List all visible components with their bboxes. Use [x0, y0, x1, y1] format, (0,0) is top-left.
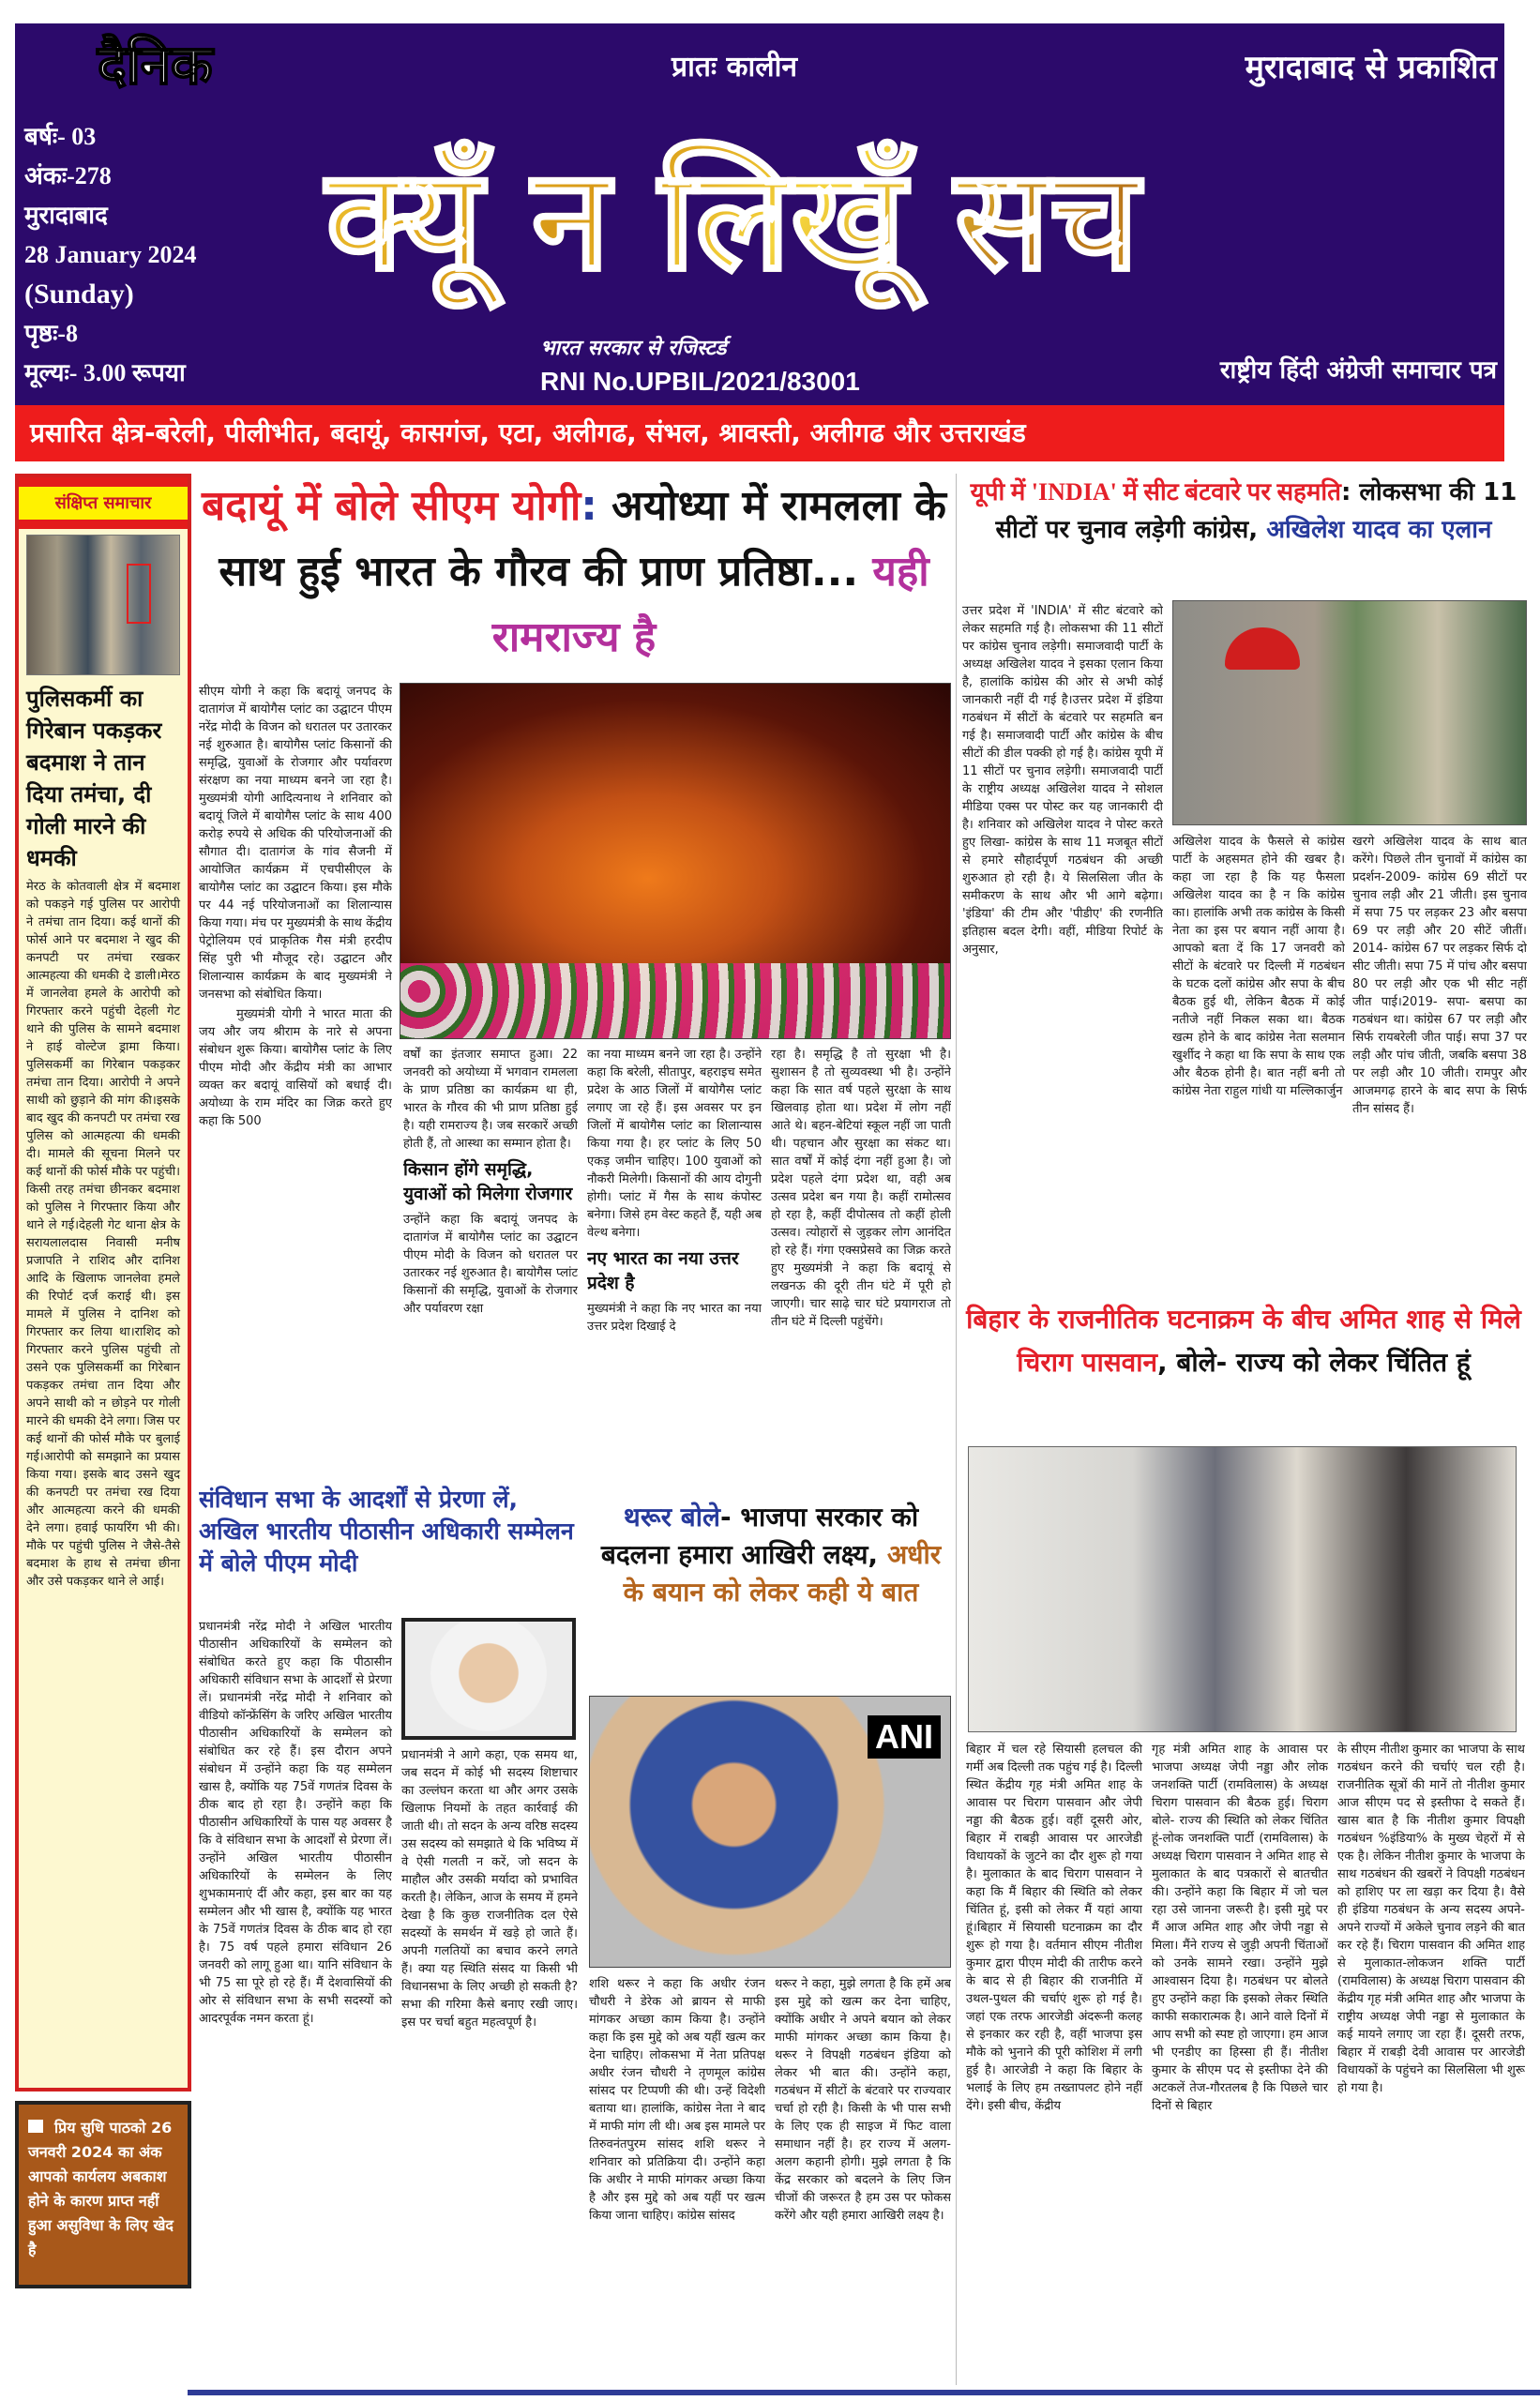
bihar-col-3	[1337, 1741, 1525, 2384]
bihar-col-2	[1152, 1741, 1328, 2384]
india-col-2-text: अखिलेश यादव के फैसले से कांग्रेस पार्टी के अहसमत होने की खबर है। कहा जा रहा है कि यह फैसला अखिलेश यादव का है न कि कांग्रेस का। हालांकि अभी तक कांग्रेस के किसी नेता का इस पर बयान नहीं आया है। आपको बता दें कि 17 जनवरी को सीटों के बंटवारे पर दिल्ली में गठबंधन के घटक दलों कांग्रेस और सपा के बीच बैठक हुई थी, लेकिन बैठक में कोई नतीजे नहीं निकल सका था। बैठक खत्म होने के बाद कांग्रेस नेता सलमान खुर्शीद ने कहा था कि सपा के साथ एक और बैठक होनी है। बात नहीं बनी तो कांग्रेस नेता राहुल गांधी या मल्लिकार्जुन	[1172, 835, 1345, 1098]
city: मुरादाबाद	[24, 202, 108, 229]
coverage-strip: प्रसारित क्षेत्र-बरेली, पीलीभीत, बदायूं, कासगंज, एटा, अलीगढ, संभल, श्रावस्ती, अलीगढ और उत्तराखंड	[15, 405, 1504, 461]
masthead	[15, 23, 1504, 405]
modi-headline[interactable]: संविधान सभा के आदर्शों से प्रेरणा लें, अखिल भारतीय पीठासीन अधिकारी सम्मेलन में बोले पीएम मोदी	[199, 1486, 574, 1577]
india-headline[interactable]	[960, 474, 1527, 596]
lead-headline-colon: :	[581, 482, 597, 530]
india-headline-blue: अखिलेश यादव का एलान	[1266, 516, 1492, 544]
lead-subhead-1: किसान होंगे समृद्धि, युवाओं को मिलेगा रोजगार	[403, 1159, 573, 1204]
date: 28 January 2024	[24, 241, 197, 268]
brief-news-label: संक्षिप्त समाचार	[19, 477, 188, 529]
bihar-headline[interactable]	[960, 1298, 1527, 1439]
lead-col-1-text: सीएम योगी ने कहा कि बदायूं जनपद के दातागंज में बायोगैस प्लांट का उद्घाटन पीएम नरेंद्र मोदी के विजन को धरातल पर उतारकर नई शुरुआत है। बायोगैस प्लांट किसानों की समृद्धि, युवाओं के रोजगार और पर्यावरण संरक्षण का नया माध्यम बनने जा रहा है। मुख्यमंत्री योगी आदित्यनाथ ने शनिवार को बदायूं जिले में बायोगैस प्लांट के साथ 400 करोड़ रुपये से अधिक की परियोजनाओं की सौगात दी। दातागंज के गांव सैजनी में आयोजित कार्यक्रम में एचपीसीएल के बायोगैस प्लांट का उद्घाटन किया। इस मौके पर 44 नई परियोजनाओं का शिलान्यास किया गया। मंच पर मुख्यमंत्री के साथ केंद्रीय पेट्रोलियम एवं प्राकृतिक गैस मंत्री हरदीप सिंह पुरी भी मौजूद रहे। उद्घाटन और शिलान्यास कार्यक्रम के बाद मुख्यमंत्री ने जनसभा को संबोधित किया।	[199, 685, 392, 1002]
lead-headline-red: बदायूं में बोले सीएम योगी	[202, 482, 581, 530]
dainik-label: दैनिक	[98, 33, 213, 97]
india-col-1-text: उत्तर प्रदेश में 'INDIA' में सीट बंटवारे को लेकर सहमति गई है। लोकसभा की 11 सीटों पर कांग्रेस चुनाव लड़ेगी। समाजवादी पार्टी के अध्यक्ष अखिलेश यादव ने इसका एलान किया है, हालांकि कांग्रेस की ओर से अभी कोई जानकारी नहीं दी गई है।उत्तर प्रदेश में इंडिया गठबंधन में सीटों के बंटवारे पर सहमति बन गई है। समाजवादी पार्टी और कांग्रेस के बीच सीटों की डील पक्की हो गई है। कांग्रेस यूपी में 11 सीटों पर चुनाव लड़ेगी। समाजवादी पार्टी के राष्ट्रीय अध्यक्ष अखिलेश यादव ने सोशल मीडिया एक्स पर पोस्ट कर यह जानकारी दी है। शनिवार को अखिलेश यादव ने पोस्ट करते हुए लिखा- कांग्रेस के साथ 11 मजबूत सीटों से हमारे सौहार्दपूर्ण गठबंधन की अच्छी शुरुआत हो रही है। ये सिलसिला जीत के समीकरण के साथ और भी आगे बढ़ेगा। 'इंडिया' की टीम और 'पीडीए' की रणनीति इतिहास बदल देगी। वहीं, मीडिया रिपोर्ट के अनुसार,	[962, 604, 1163, 957]
bullet-square-icon	[28, 2120, 43, 2133]
brief-news-sidebar	[15, 474, 191, 2091]
india-headline-red: यूपी में 'INDIA' में सीट बंटवारे पर सहमति	[970, 478, 1341, 506]
lead-headline[interactable]	[199, 474, 949, 675]
tharoor-headline[interactable]	[589, 1499, 953, 1691]
modi-col-1	[199, 1618, 392, 2382]
tharoor-headline-blue: थरूर बोले	[623, 1502, 720, 1533]
price: मूल्यः- 3.00 रूपया	[24, 359, 186, 386]
lead-col-3-text: का नया माध्यम बनने जा रहा है। उन्होंने कहा कि बरेली, सीतापुर, बहराइच समेत प्रदेश के आठ जिलों में बायोगैस प्लांट लगाए जा रहे हैं। इस अवसर पर इन जिलों में बायोगैस प्लांट का शिलान्यास किया गया है। हर प्लांट के लिए 50 एकड़ जमीन चाहिए। 100 युवाओं को नौकरी मिलेगी। किसानों की आय दोगुनी होगी। प्लांट में गैस के साथ कंपोस्ट बनेगा। जिसे हम वेस्ट कहते हैं, यही अब वेल्थ बनेगा।	[587, 1048, 762, 1240]
modi-col-2-text: प्रधानमंत्री ने आगे कहा, एक समय था, जब सदन में कोई भी सदस्य शिष्टाचार का उल्लंघन करता था और अगर उसके खिलाफ नियमों के तहत कार्रवाई की जाती थी। तो सदन के अन्य वरिष्ठ सदस्य उस सदस्य को समझाते थे कि भविष्य में वे ऐसी गलती न करें, जो सदन के माहौल और उसकी मर्यादा को प्रभावित करती है। लेकिन, आज के समय में हमने देखा है कि कुछ राजनीतिक दल ऐसे सदस्यों के समर्थन में खड़े हो जाते हैं। अपनी गलतियों का बचाव करने लगते हैं। क्या यह स्थिति संसद या किसी भी विधानसभा के लिए अच्छी हो सकती है? सभा की गरिमा कैसे बनाए रखी जाए। इस पर चर्चा बहुत महत्वपूर्ण है।	[401, 1748, 578, 2030]
lead-headline-magenta: यही रामराज्य है	[491, 548, 929, 661]
tharoor-col-1-text: शशि थरूर ने कहा कि अधीर रंजन चौधरी ने डेरेक ओ ब्रायन से माफी मांगकर अच्छा काम किया है। उन्होंने कहा कि इस मुद्दे को अब यहीं खत्म कर देना चाहिए। लोकसभा में नेता प्रतिपक्ष अधीर रंजन चौधरी ने तृणमूल कांग्रेस सांसद पर टिप्पणी की थी। उन्हें विदेशी बताया था। हालांकि, कांग्रेस नेता ने बाद में माफी मांग ली थी। अब इस मामले पर तिरुवनंतपुरम सांसद शशि थरूर ने शनिवार को प्रतिक्रिया दी। उन्होंने कहा कि अधीर ने माफी मांगकर अच्छा किया है और इस मुद्दे को अब यहीं पर खत्म किया जाना चाहिए। कांग्रेस सांसद	[589, 1977, 765, 2223]
lead-col-4	[771, 1046, 951, 1496]
modi-col-1-text: प्रधानमंत्री नरेंद्र मोदी ने अखिल भारतीय पीठासीन अधिकारियों के सम्मेलन को संबोधित करते हुए कहा कि पीठासीन अधिकारी संविधान सभा के आदर्शों से प्रेरणा लें। प्रधानमंत्री नरेंद्र मोदी ने शनिवार को वीडियो कॉन्फ्रेंसिंग के जरिए अखिल भारतीय पीठासीन अधिकारियों के सम्मेलन को संबोधित कर रहे हैं। इस दौरान अपने संबोधन में उन्होंने कहा कि यह सम्मेलन खास है, क्योंकि यह 75वें गणतंत्र दिवस के ठीक बाद हो रहा है। उन्होंने कहा कि पीठासीन अधिकारियों के पास यह अवसर है कि वे संविधान सभा के आदर्शों से प्रेरणा लें। उन्होंने अखिल भारतीय पीठासीन अधिकारियों के सम्मेलन के लिए शुभकामनाएं दीं और कहा, इस बार का यह सम्मेलन और भी खास है, क्योंकि यह भारत के 75वें गणतंत्र दिवस के ठीक बाद हो रहा है। 75 वर्ष पहले हमारा संविधान 26 जनवरी को लागू हुआ था। यानि संविधान के भी 75 सा पूरे हो रहे हैं। मैं देशवासियों की ओर से संविधान सभा के सभी सदस्यों को आदरपूर्वक नमन करता हूं।	[199, 1620, 392, 2026]
bottom-rule	[188, 2390, 1540, 2395]
lead-col-2b-text: उन्होंने कहा कि बदायूं जनपद के दातागंज में बायोगैस प्लांट का उद्घाटन पीएम मोदी के विजन को धरातल पर उतारकर नई शुरुआत है। बायोगैस प्लांट किसानों की समृद्धि, युवाओं के रोजगार और पर्यावरण रक्षा	[403, 1213, 578, 1316]
police-photo	[26, 535, 180, 675]
tharoor-col-2-text: थरूर ने कहा, मुझे लगता है कि हमें अब इस मुद्दे को खत्म कर देना चाहिए, क्योंकि अधीर ने अपने बयान को लेकर माफी मांगकर अच्छा काम किया है। थरूर ने विपक्षी गठबंधन इंडिया को लेकर भी बात की। उन्होंने कहा, गठबंधन में सीटों के बंटवारे पर राज्यवार चर्चा हो रही है। किसी के भी पास सभी के लिए एक ही साइज में फिट वाला समाधान नहीं है। हर राज्य में अलग-अलग कहानी होगी। मुझे लगता है कि केंद्र सरकार को बदलने के लिए जिन चीजों की जरूरत है हम उस पर फोकस करेंगे और यही हमारा आखिरी लक्ष्य है।	[775, 1977, 951, 2223]
india-headline-black: लोकसभा की 11 सीटों पर चुनाव लड़ेगी कांग्रेस,	[995, 478, 1517, 544]
registered-label: भारत सरकार से रजिस्टर्ड	[540, 337, 727, 360]
tharoor-headline-black: - भाजपा सरकार को बदलना हमारा आखिरी लक्ष्य,	[600, 1502, 919, 1570]
edition-label: प्रातः कालीन	[672, 51, 798, 83]
red-cap-decor	[1225, 627, 1300, 670]
india-col-1	[962, 602, 1163, 1291]
lead-col-3	[587, 1046, 762, 1496]
india-headline-colon: :	[1340, 478, 1351, 506]
bihar-headline-red: बिहार के राजनीतिक घटनाक्रम के बीच अमित शाह से मिले चिराग पासवान	[966, 1304, 1521, 1378]
reader-notice	[15, 2101, 191, 2288]
notice-text: प्रिय सुधि पाठको 26 जनवरी 2024 का अंक आपको कार्यलय अबकाश होने के कारण प्राप्त नहीं हुआ असुविधा के लिए खेद है	[28, 2119, 174, 2258]
lead-col-1	[199, 683, 392, 1482]
issue-meta	[24, 117, 231, 393]
issue-number: अंकः-278	[24, 162, 112, 189]
year: बर्षः- 03	[24, 123, 97, 150]
tharoor-col-1	[589, 1975, 765, 2382]
rni-number: RNI No.UPBIL/2021/83001	[540, 367, 860, 396]
brief-news-body: मेरठ के कोतवाली क्षेत्र में बदमाश को पकड़ने गई पुलिस पर आरोपी ने तमंचा तान दिया। कई थानों की फोर्स आने पर बदमाश ने खुद की कनपटी पर तमंचा रखकर आत्महत्या की धमकी दे डाली।मेरठ में जानलेवा हमले के आरोपी को गिरफ्तार करने पहुंची देहली गेट थाने की पुलिस के सामने बदमाश ने हाई वोल्टेज ड्रामा किया। पुलिसकर्मी का गिरेबान पकड़कर तमंचा तान दिया। आरोपी ने अपने साथी को छुड़ाने की मांग की।इसके बाद खुद की कनपटी पर तमंचा रख पुलिस को आत्महत्या की धमकी दी। मामले की सूचना मिलने पर कई थानों की फोर्स मौके पर पहुंची। किसी तरह तमंचा छीनकर बदमाश को पुलिस ने गिरफ्तार किया और थाने ले गई।देहली गेट थाना क्षेत्र के सरायलालदास निवासी मनीष प्रजापति ने राशिद और दानिश आदि के खिलाफ जानलेवा हमले की रिपोर्ट दर्ज कराई थी। इस मामले में पुलिस ने दानिश को गिरफ्तार कर लिया था।राशिद को गिरफ्तार करने पुलिस पहुंची तो उसने एक पुलिसकर्मी का गिरेबान पकड़कर तमंचा तान दिया और अपने साथी को न छोड़ने पर गोली मारने की धमकी देने लगा। जिस पर कई थानों की फोर्स मौके पर बुलाई गई।आरोपी को समझाने का प्रयास किया गया। इसके बाद उसने खुद की कनपटी पर तमंचा रख दिया और आत्महत्या करने की धमकी देने लगा। हवाई फायरिंग भी की। मौके पर पहुंची पुलिस ने जैसे-तैसे बदमाश के हाथ से तमंचा छीना और उसे पकड़कर थाने ले आई।	[26, 880, 180, 1589]
tharoor-headline-brown: अधीर के बयान को लेकर कही ये बात	[623, 1539, 942, 1608]
india-col-3	[1352, 833, 1527, 1292]
flowers-decor	[400, 963, 950, 1038]
lead-col-2-text: वर्षों का इंतजार समाप्त हुआ। 22 जनवरी को अयोध्या में भगवान रामलला के प्राण प्रतिष्ठा का कार्यक्रम था ही, भारत के गौरव की भी प्राण प्रतिष्ठा हुई है। यही रामराज्य है। जब सरकारें अच्छी होती हैं, तो आस्था का सम्मान होता है।	[403, 1048, 578, 1151]
akhilesh-rahul-photo	[1172, 600, 1527, 825]
tagline: राष्ट्रीय हिंदी अंग्रेजी समाचार पत्र	[1219, 356, 1497, 385]
published-from: मुरादाबाद से प्रकाशित	[1245, 49, 1497, 86]
lead-col-1b-text: मुख्यमंत्री योगी ने भारत माता की जय और जय श्रीराम के नारे से अपना संबोधन शुरू किया। बायोगैस प्लांट के लिए पीएम मोदी और केंद्रीय मंत्री का आभार व्यक्त कर बदायूं वासियों को बधाई दी। अयोध्या के राम मंदिर का जिक्र करते हुए कहा कि 500	[199, 1007, 392, 1128]
day: (Sunday)	[24, 279, 134, 310]
lead-subhead-2: नए भारत का नया उत्तर प्रदेश है	[587, 1248, 739, 1293]
bihar-col-1-text: बिहार में चल रहे सियासी हलचल की गर्मी अब दिल्ली तक पहुंच गई है। दिल्ली स्थित केंद्रीय गृह मंत्री अमित शाह के आवास पर चिराग पासवान और जेपी नड्डा की बैठक हुई। वहीं दूसरी ओर, बिहार में राबड़ी आवास पर आरजेडी विधायकों के जुटने का दौर शुरू हो गया है। मुलाकात के बाद चिराग पासवान ने कहा कि मैं बिहार की स्थिति को लेकर चिंतित हूं, इसी को लेकर मैं यहां आया हूं।बिहार में सियासी घटनाक्रम का दौर शुरू हो गया है। वर्तमान सीएम नीतीश कुमार द्वारा पीएम मोदी की तारीफ करने के बाद से ही बिहार की राजनीति में उथल-पुथल की चर्चाएं शुरू हो गई है। जहां एक तरफ आरजेडी अंदरूनी कलह से इनकार कर रही है, वहीं भाजपा इस मौके को भुनाने की पूरी कोशिश में लगी हुई है। आरजेडी ने कहा कि बिहार के भलाई के लिए हम तख्तापलट होने नहीं देंगे। इसी बीच, केंद्रीय	[966, 1743, 1142, 2113]
shah-paswan-photo	[968, 1446, 1517, 1732]
column-divider	[956, 474, 957, 2385]
bihar-col-3-text: के सीएम नीतीश कुमार का भाजपा के साथ गठबंधन करने की चर्चाएं चल रही है। राजनीतिक सूत्रों की मानें तो नीतीश कुमार आज सीएम पद से इस्तीफा दे सकते हैं। खास बात है कि नीतीश कुमार विपक्षी गठबंधन %इंडिया% के मुख्य चेहरों में से एक है। लेकिन नीतीश कुमार के भाजपा के साथ गठबंधन की खबरों ने विपक्षी गठबंधन को हाशिए पर ला खड़ा कर दिया है। वैसे ही इंडिया गठबंधन के अन्य सदस्य अपने-अपने राज्यों में अकेले चुनाव लड़ने की बात कर रहे हैं। चिराग पासवान की अमित शाह से मुलाकात-लोकजन शक्ति पार्टी (रामविलास) के अध्यक्ष चिराग पासवान की केंद्रीय गृह मंत्री अमित शाह और भाजपा के राष्ट्रीय अध्यक्ष जेपी नड्डा से मुलाकात के कई मायने लगाए जा रहा हैं। दूसरी तरफ, बिहार में राबड़ी देवी आवास पर आरजेडी विधायकों के पहुंचने का सिलसिला भी शुरू हो गया है।	[1337, 1743, 1525, 2095]
india-col-2	[1172, 833, 1345, 1292]
bihar-headline-black: , बोले- राज्य को लेकर चिंतित हूं	[1157, 1347, 1471, 1378]
india-col-3-text: खरगे अखिलेश यादव के साथ बात करेंगे। पिछले तीन चुनावों में कांग्रेस का प्रदर्शन-2009- कांग्रेस 69 सीटों पर चुनाव लड़ी और 21 जीती। इस चुनाव में सपा 75 पर लड़कर 23 और बसपा 69 पर लड़ी और 20 सीटें जीतीं। 2014- कांग्रेस 67 पर लड़कर सिर्फ दो सीट जीती। सपा 75 में पांच और बसपा 80 पर लड़ी और एक भी सीट नहीं जीत पाई।2019- सपा- बसपा का गठबंधन था। कांग्रेस 67 पर लड़ी और सिर्फ रायबरेली जीत पाई। सपा 37 पर लड़ी और पांच जीती, जबकि बसपा 38 पर लड़ी और 10 जीती। रामपुर और आजमगढ़ हारने के बाद सपा के सिर्फ तीन सांसद हैं।	[1352, 835, 1527, 1116]
modi-photo	[401, 1618, 576, 1740]
modi-col-2	[401, 1746, 578, 2382]
lead-col-2	[403, 1046, 578, 1482]
lead-col-4-text: रहा है। समृद्धि है तो सुरक्षा भी है। सुशासन है तो सुव्यवस्था भी है। उन्होंने कहा कि सात वर्ष पहले सुरक्षा के साथ खिलवाड़ होता था। प्रदेश में लोग नहीं आते थे। बहन-बेटियां स्कूल नहीं जा पाती थी। पहचान और सुरक्षा का संकट था। सात वर्षों में कोई दंगा नहीं हुआ है। जो प्रदेश पहले दंगा प्रदेश था, वही अब उत्सव प्रदेश बन गया है। कहीं रामोत्सव हो रहा है, कहीं दीपोत्सव तो कहीं होली उत्सव। त्योहारों से जुड़कर लोग आनंदित हो रहे हैं। गंगा एक्सप्रेसवे का जिक्र करते हुए मुख्यमंत्री ने कहा कि बदायूं से लखनऊ की दूरी तीन घंटे में पूरी हो जाएगी। चार साढ़े चार घंटे प्रयागराज तो तीन घंटे में दिल्ली पहुंचेंगे।	[771, 1048, 951, 1329]
tharoor-photo	[589, 1696, 951, 1968]
pages: पृष्ठः-8	[24, 320, 78, 347]
brief-news-title[interactable]: पुलिसकर्मी का गिरेबान पकड़कर बदमाश ने तान दिया तमंचा, दी गोली मारने की धमकी	[26, 686, 162, 871]
lead-col-3b-text: मुख्यमंत्री ने कहा कि नए भारत का नया उत्तर प्रदेश दिखाई दे	[587, 1302, 762, 1334]
tharoor-col-2	[775, 1975, 951, 2382]
lead-headline-black: अयोध्या में रामलला के साथ हुई भारत के गौरव की प्राण प्रतिष्ठा...	[219, 482, 946, 596]
newspaper-logo: क्यूँ न लिखूँ सच	[249, 117, 1215, 333]
bihar-col-1	[966, 1741, 1142, 2384]
photo-credit: ANI	[868, 1715, 941, 1759]
yogi-photo	[400, 683, 951, 1039]
bihar-col-2-text: गृह मंत्री अमित शाह के आवास पर भाजपा अध्यक्ष जेपी नड्डा और लोक जनशक्ति पार्टी (रामविलास) के अध्यक्ष चिराग पासवान की बैठक हुई। चिराग बोले- राज्य की स्थिति को लेकर चिंतित हूं-लोक जनशक्ति पार्टी (रामविलास) के अध्यक्ष चिराग पासवान ने अमित शाह से मुलाकात के बाद पत्रकारों से बातचीत की। उन्होंने कहा कि बिहार में जो चल रहा उसे जानना जरूरी है। इसी मुद्दे पर मैं आज अमित शाह और जेपी नड्डा से मिला। मैंने राज्य से जुड़ी अपनी चिंताओं को उनके सामने रखा। उन्होंने मुझे आश्वासन दिया है। गठबंधन पर बोलते हुए उन्होंने कहा कि इसको लेकर स्थिति काफी सकारात्मक है। आने वाले दिनों में आप सभी को स्पष्ट हो जाएगा। हम आज भी एनडीए का हिस्सा ही हैं। नीतीश कुमार के सीएम पद से इस्तीफा देने की अटकलें तेज-गौरतलब है कि पिछले चार दिनों से बिहार	[1152, 1743, 1328, 2113]
